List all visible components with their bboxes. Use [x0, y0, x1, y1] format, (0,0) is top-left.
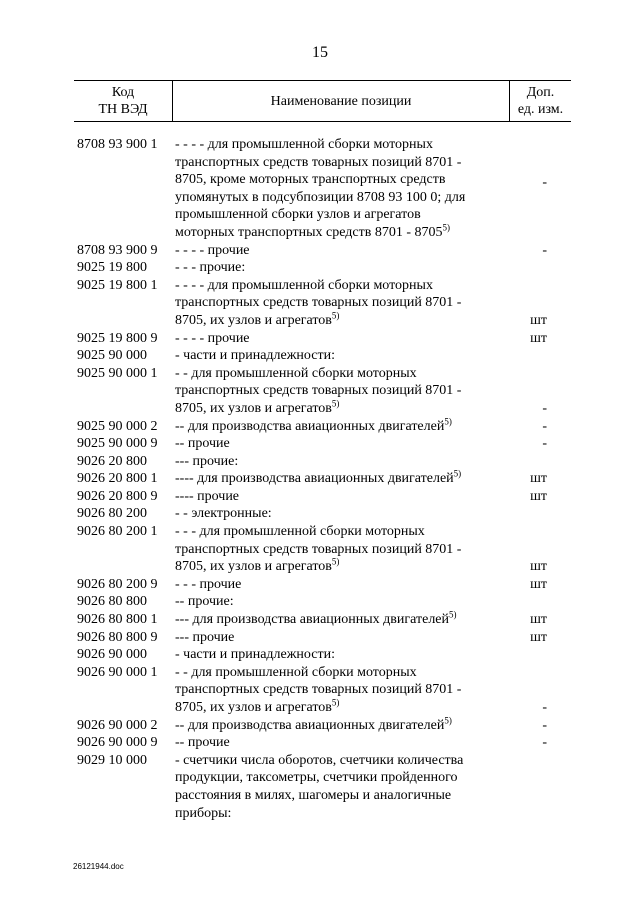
- table-row: [74, 752, 571, 822]
- table-row: [74, 629, 571, 647]
- row-unit: шт: [530, 612, 547, 628]
- row-code: 9026 80 200 1: [77, 524, 158, 540]
- table-header: [74, 80, 571, 122]
- row-code: 9026 20 800: [77, 453, 147, 469]
- row-description: [175, 415, 505, 436]
- footnote-marker: 5): [453, 468, 462, 479]
- row-description-text: - счетчики числа оборотов, счетчики количества продукции, таксометры, счетчики пройденного расстояния в милях, шагомеры и аналогичные приборы:: [175, 752, 464, 821]
- row-description: [175, 523, 505, 576]
- row-unit: -: [542, 717, 547, 733]
- row-description: [175, 714, 505, 735]
- table-row: [74, 365, 571, 418]
- footnote-marker: 5): [442, 222, 451, 233]
- row-description: [175, 277, 505, 330]
- row-description-text: -- для производства авиационных двигателей: [175, 717, 445, 733]
- row-unit: шт: [530, 312, 547, 328]
- row-description: [175, 470, 505, 488]
- row-code: 9026 90 000 9: [77, 735, 158, 751]
- table-row: [74, 470, 571, 488]
- row-description-text: -- прочие:: [175, 594, 234, 610]
- header-unit-line1: Доп.: [526, 85, 555, 100]
- row-code: 9026 80 200 9: [77, 576, 158, 592]
- row-unit: шт: [530, 330, 547, 346]
- table-row: [74, 664, 571, 717]
- row-code: 9026 90 000: [77, 647, 147, 663]
- row-code: 9025 19 800 1: [77, 277, 158, 293]
- row-description: [175, 347, 505, 365]
- row-description-text: - - - - для промышленной сборки моторных транспортных средств товарных позиций 8701 - 8705, кроме моторных транспортных средств упомянутых в подсубпозиции 8708 93 100 0; для промышленной сборки узлов и агрегатов моторных транспортных средств 8701 - 8705: [175, 137, 466, 240]
- table-row: [74, 523, 571, 576]
- row-description-text: - части и принадлежности:: [175, 348, 335, 364]
- header-code-line1: Код: [111, 85, 135, 100]
- row-description-text: - части и принадлежности:: [175, 647, 335, 663]
- row-code: 8708 93 900 9: [77, 242, 158, 258]
- row-unit: -: [542, 400, 547, 416]
- footnote-marker: 5): [331, 556, 340, 567]
- table-row: [74, 505, 571, 523]
- row-description-text: --- прочие:: [175, 453, 239, 469]
- row-code: 9025 90 000: [77, 348, 147, 364]
- row-unit: -: [542, 242, 547, 258]
- row-unit: -: [542, 735, 547, 751]
- row-unit: -: [542, 436, 547, 452]
- table-row: [74, 488, 571, 506]
- row-description: [175, 734, 505, 752]
- footnote-marker: 5): [444, 415, 452, 426]
- row-description: [175, 136, 505, 242]
- table-row: [74, 277, 571, 330]
- row-description-text: - - для промышленной сборки моторных транспортных средств товарных позиций 8701 - 8705, их узлов и агрегатов: [175, 365, 462, 416]
- header-unit-line2: ед. изм.: [517, 102, 564, 117]
- row-description: [175, 505, 505, 523]
- table-row: [74, 734, 571, 752]
- row-unit: шт: [530, 576, 547, 592]
- row-code: 9026 20 800 1: [77, 471, 158, 487]
- footnote-marker: 5): [444, 714, 452, 725]
- table-row: [74, 259, 571, 277]
- table-row: [74, 347, 571, 365]
- table-row: [74, 242, 571, 260]
- footnote-marker: 5): [331, 398, 340, 409]
- row-description: [175, 435, 505, 453]
- row-unit: шт: [530, 471, 547, 487]
- row-unit: -: [542, 175, 547, 190]
- header-code: [74, 81, 173, 121]
- row-description-text: -- прочие: [175, 436, 230, 452]
- row-description: [175, 576, 505, 594]
- page-number: 15: [312, 44, 328, 61]
- row-code: 9026 80 800: [77, 594, 147, 610]
- row-description-text: - - - - прочие: [175, 330, 250, 346]
- table-row: [74, 714, 571, 735]
- header-code-line2: ТН ВЭД: [98, 102, 148, 117]
- row-code: 9026 20 800 9: [77, 488, 158, 504]
- row-code: 8708 93 900 1: [77, 137, 158, 152]
- row-description: [175, 259, 505, 277]
- row-description-text: - - электронные:: [175, 506, 272, 522]
- row-description-text: -- для производства авиационных двигателей: [175, 418, 445, 434]
- table-row: [74, 435, 571, 453]
- row-unit: -: [542, 418, 547, 434]
- row-description: [175, 664, 505, 717]
- row-description: [175, 752, 505, 822]
- row-description-text: - - - прочие:: [175, 260, 246, 276]
- table-row: [74, 646, 571, 664]
- footnote-marker: 5): [331, 310, 340, 321]
- table-body: [74, 136, 571, 822]
- row-description: [175, 646, 505, 664]
- row-code: 9025 19 800 9: [77, 330, 158, 346]
- row-description: [175, 629, 505, 647]
- table-row: [74, 576, 571, 594]
- row-description: [175, 488, 505, 506]
- row-description-text: --- прочие: [175, 629, 235, 645]
- header-name: Наименование позиции: [173, 81, 510, 121]
- row-code: 9025 90 000 9: [77, 436, 158, 452]
- row-description: [175, 330, 505, 348]
- table-row: [74, 415, 571, 436]
- footer-filename: 26121944.doc: [73, 862, 124, 871]
- row-description: [175, 611, 505, 629]
- row-unit: шт: [530, 629, 547, 645]
- row-code: 9026 90 000 2: [77, 717, 158, 733]
- table-row: [74, 593, 571, 611]
- row-code: 9025 19 800: [77, 260, 147, 276]
- row-code: 9026 80 800 9: [77, 629, 158, 645]
- row-unit: -: [542, 700, 547, 715]
- row-unit: шт: [530, 488, 547, 504]
- table-row: [74, 611, 571, 629]
- table-row: [74, 453, 571, 471]
- row-description-text: - - - - прочие: [175, 242, 250, 258]
- row-code: 9026 90 000 1: [77, 664, 158, 680]
- row-description: [175, 365, 505, 418]
- row-description-text: - - для промышленной сборки моторных транспортных средств товарных позиций 8701 - 8705, их узлов и агрегатов: [175, 664, 462, 715]
- table-row: [74, 330, 571, 348]
- footnote-marker: 5): [449, 609, 457, 620]
- row-code: 9026 80 200: [77, 506, 147, 522]
- row-description-text: - - - - для промышленной сборки моторных транспортных средств товарных позиций 8701 - 8705, их узлов и агрегатов: [175, 277, 462, 328]
- row-code: 9026 80 800 1: [77, 612, 158, 628]
- row-description: [175, 242, 505, 260]
- row-description-text: ---- для производства авиационных двигателей: [175, 471, 454, 487]
- row-code: 9029 10 000: [77, 752, 147, 768]
- header-unit: [510, 81, 571, 121]
- row-description-text: - - - прочие: [175, 576, 242, 592]
- row-description-text: --- для производства авиационных двигателей: [175, 612, 450, 628]
- row-unit: шт: [530, 559, 547, 575]
- table-row: [74, 136, 571, 242]
- row-code: 9025 90 000 2: [77, 418, 158, 434]
- footnote-marker: 5): [331, 697, 340, 708]
- row-description-text: - - - для промышленной сборки моторных транспортных средств товарных позиций 8701 - 8705, их узлов и агрегатов: [175, 524, 462, 575]
- row-description-text: -- прочие: [175, 735, 230, 751]
- row-description-text: ---- прочие: [175, 488, 240, 504]
- row-code: 9025 90 000 1: [77, 365, 158, 381]
